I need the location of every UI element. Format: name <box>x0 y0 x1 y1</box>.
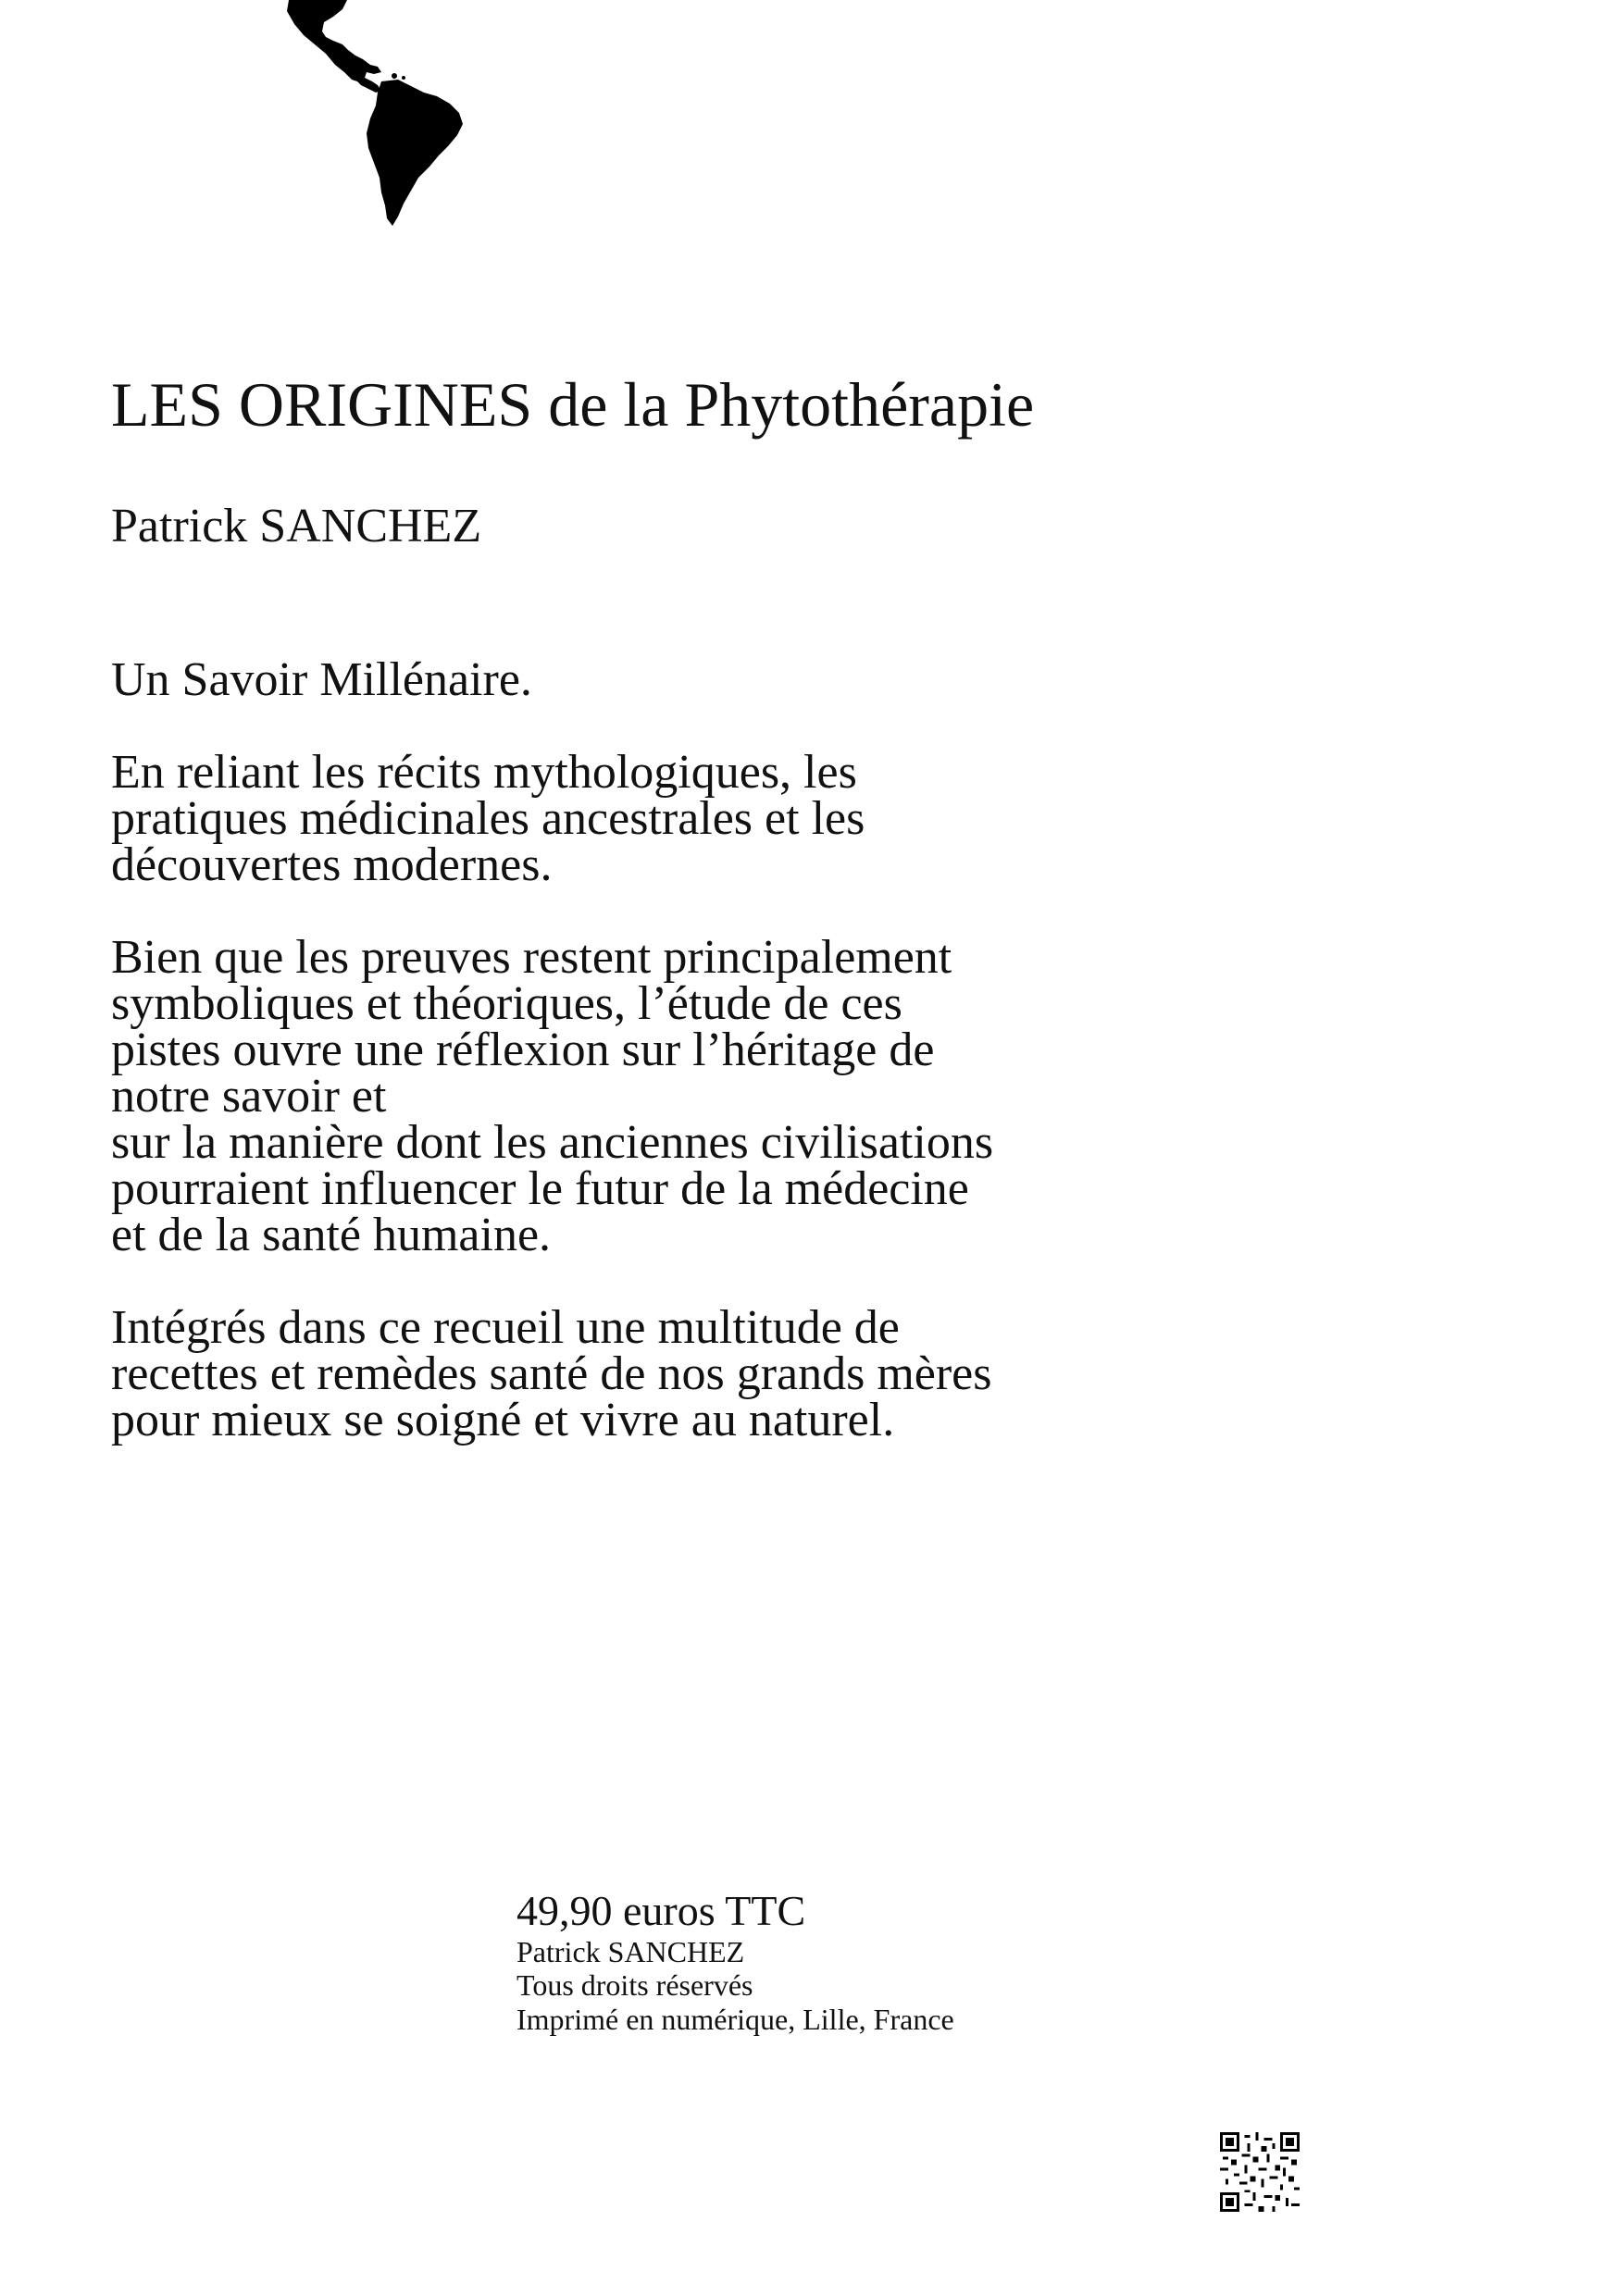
americas-map-icon <box>278 0 481 227</box>
text-line: recettes et remèdes santé de nos grands mères <box>111 1347 992 1400</box>
colophon <box>517 1888 954 2037</box>
paragraph-3 <box>111 1301 1342 1446</box>
book-title: LES ORIGINES de la Phytothérapie <box>111 369 1035 440</box>
qr-code-icon <box>1220 2132 1300 2212</box>
text-line: pour mieux se soigné et vivre au naturel. <box>111 1394 895 1446</box>
colophon-author: Patrick SANCHEZ <box>517 1934 745 1968</box>
paragraph-1 <box>111 746 1342 891</box>
text-line: pistes ouvre une réflexion sur l’héritage de <box>111 1024 935 1076</box>
paragraph-2 <box>111 931 1342 1261</box>
text-line: pourraient influencer le futur de la médecine <box>111 1162 969 1215</box>
print-location: Imprimé en numérique, Lille, France <box>517 2003 954 2037</box>
price: 49,90 euros TTC <box>517 1887 806 1934</box>
text-line: et de la santé humaine. <box>111 1209 552 1261</box>
text-line: sur la manière dont les anciennes civilisations <box>111 1116 994 1169</box>
text-line: Bien que les preuves restent principalement <box>111 931 952 984</box>
author-name: Patrick SANCHEZ <box>111 500 482 552</box>
text-line: symboliques et théoriques, l’étude de ces <box>111 977 902 1030</box>
text-line: notre savoir et <box>111 1070 387 1123</box>
tagline: Un Savoir Millénaire. <box>111 653 532 706</box>
rights-notice: Tous droits réservés <box>517 1968 753 2003</box>
text-line: En reliant les récits mythologiques, les <box>111 746 857 799</box>
text-line: découvertes modernes. <box>111 838 553 891</box>
text-line: Intégrés dans ce recueil une multitude de <box>111 1301 900 1354</box>
text-line: pratiques médicinales ancestrales et les <box>111 792 865 845</box>
back-cover-text <box>111 653 1342 1490</box>
